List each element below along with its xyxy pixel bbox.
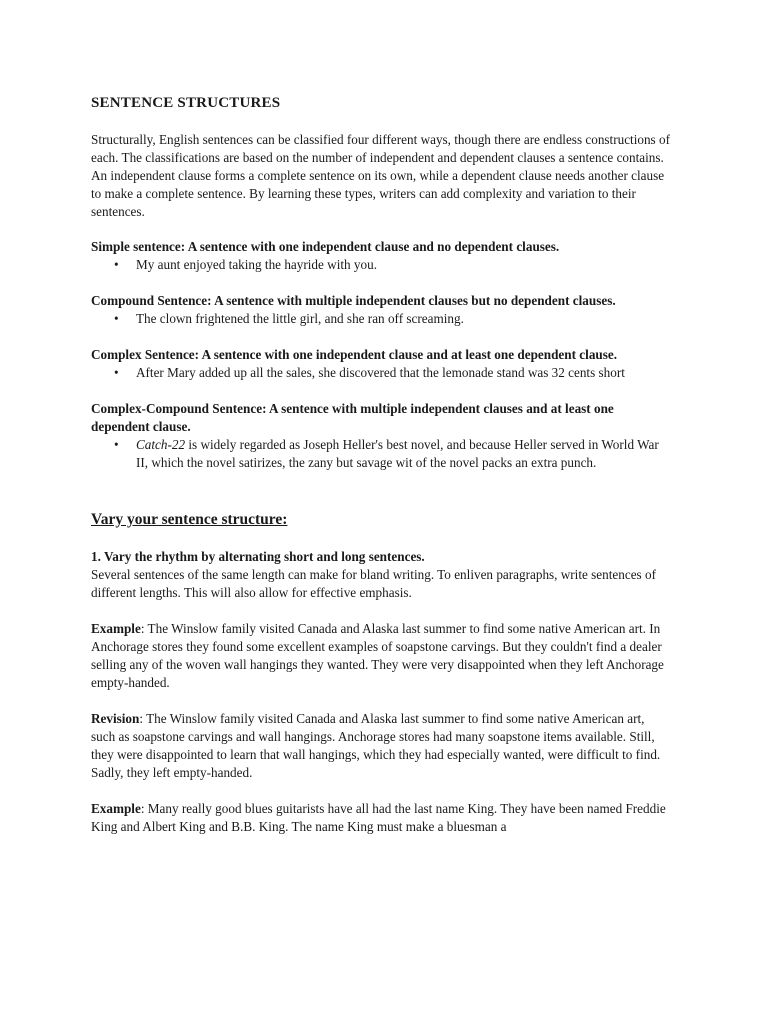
- revision-1-paragraph: [91, 710, 671, 782]
- complex-compound-sentence-example-text: is widely regarded as Joseph Heller's best novel, and because Heller served in World War II, which the novel satirizes, the zany but savage wit of the novel packs an extra punch.: [136, 437, 659, 470]
- vary-section-title: Vary your sentence structure:: [91, 511, 288, 528]
- example-1-label: Example: [91, 621, 141, 636]
- simple-sentence-example: • My aunt enjoyed taking the hayride with you.: [91, 256, 671, 274]
- simple-sentence-list: [91, 256, 671, 274]
- complex-sentence-example: • After Mary added up all the sales, she discovered that the lemonade stand was 32 cents short: [91, 364, 671, 382]
- complex-sentence-list: [91, 364, 671, 382]
- complex-compound-sentence-heading: Complex-Compound Sentence: A sentence with multiple independent clauses and at least one dependent clause.: [91, 401, 614, 434]
- example-1-paragraph: [91, 620, 671, 692]
- document-page: [91, 93, 671, 854]
- tip-1-text: Several sentences of the same length can make for bland writing. To enliven paragraphs, write sentences of different lengths. This will also allow for effective emphasis.: [91, 567, 656, 600]
- book-title: Catch-22: [136, 437, 186, 452]
- intro-paragraph: Structurally, English sentences can be classified four different ways, though there are endless constructions of each. The classifications are based on the number of independent and dependent clauses a sentence contains. An independent clause forms a complete sentence on its own, while a dependent clause needs another clause to make a complete sentence. By learning these types, writers can add complexity and variation to their sentences.: [91, 132, 670, 219]
- example-1-text: : The Winslow family visited Canada and Alaska last summer to find some native American art. In Anchorage stores they found some excellent examples of soapstone carvings. But they couldn't find a dealer selling any of the woven wall hangings they wanted. They were very disappointed when they left Anchorage empty-handed.: [91, 621, 664, 690]
- example-2-text: : Many really good blues guitarists have all had the last name King. They have been named Freddie King and Albert King and B.B. King. The name King must make a bluesman a: [91, 801, 666, 834]
- example-2-label: Example: [91, 801, 141, 816]
- compound-sentence-list: [91, 310, 671, 328]
- complex-sentence-heading: Complex Sentence: A sentence with one independent clause and at least one dependent clause.: [91, 347, 618, 362]
- tip-1-heading: 1. Vary the rhythm by alternating short and long sentences.: [91, 549, 425, 564]
- compound-sentence-heading: Compound Sentence: A sentence with multiple independent clauses but no dependent clauses.: [91, 293, 616, 308]
- simple-sentence-heading: Simple sentence: A sentence with one independent clause and no dependent clauses.: [91, 239, 560, 254]
- example-2-paragraph: [91, 800, 671, 836]
- revision-1-text: : The Winslow family visited Canada and Alaska last summer to find some native American art, such as soapstone carvings and wall hangings. Anchorage stores had many soapstone items available. Still, they were disappointed to learn that wall hangings, which they had especially wanted, were difficult to find. Sadly, they left empty-handed.: [91, 711, 661, 780]
- page-title: SENTENCE STRUCTURES: [91, 95, 281, 111]
- complex-compound-sentence-example: [91, 436, 671, 472]
- complex-compound-sentence-list: [91, 436, 671, 472]
- compound-sentence-example: • The clown frightened the little girl, and she ran off screaming.: [91, 310, 671, 328]
- revision-1-label: Revision: [91, 711, 140, 726]
